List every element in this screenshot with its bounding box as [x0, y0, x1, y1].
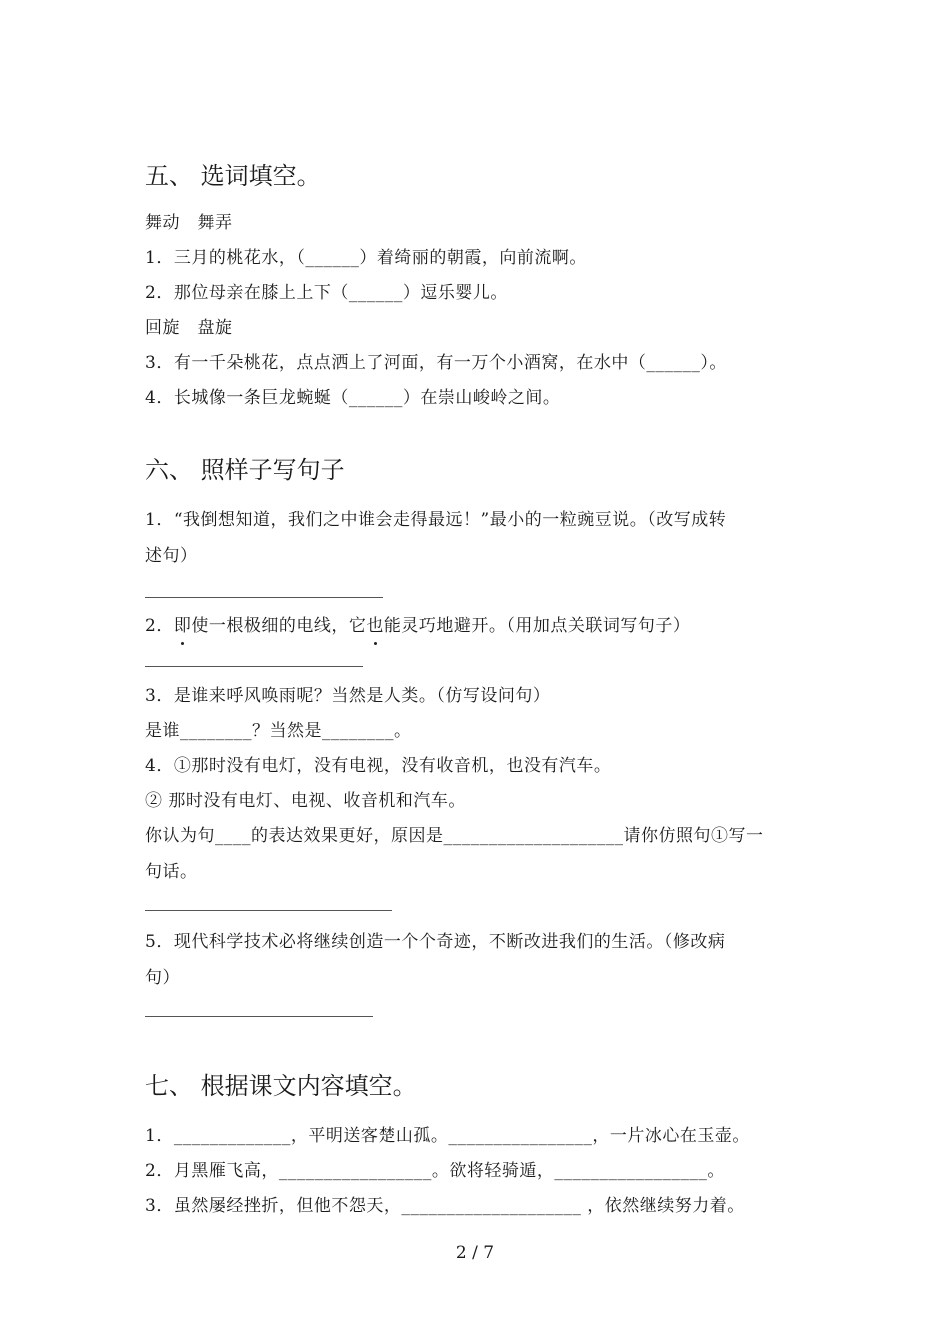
page-number: 2 / 7	[455, 1243, 495, 1263]
question-6-2	[145, 611, 690, 636]
question-6-4-line2: ② 那时没有电灯、电视、收音机和汽车。	[145, 791, 466, 811]
question-6-5-line2: 句）	[145, 968, 180, 988]
emphasis-dot-ye: 也	[366, 611, 384, 636]
q2-mid: 使一根极细的电线，它	[191, 616, 367, 636]
emphasis-dot-ji: 即	[174, 611, 192, 636]
answer-line-6-2[interactable]	[145, 666, 363, 667]
question-7-1: 1．_____________，平明送客楚山孤。________________，一片冰心在玉壶。	[145, 1126, 750, 1146]
question-5-1: 1．三月的桃花水，（______）着绮丽的朝霞，向前流啊。	[145, 248, 587, 268]
question-6-4-line4: 句话。	[145, 862, 198, 882]
answer-line-6-1[interactable]	[145, 597, 383, 598]
question-5-4: 4．长城像一条巨龙蜿蜒（______）在崇山峻岭之间。	[145, 388, 561, 408]
question-5-3: 3．有一千朵桃花，点点洒上了河面，有一万个小酒窝，在水中（______）。	[145, 353, 727, 373]
question-6-4-line3: 你认为句____的表达效果更好，原因是____________________请你仿照句①写一	[145, 826, 764, 846]
section5-title: 五、 选词填空。	[145, 162, 321, 190]
question-7-2: 2．月黑雁飞高，_________________。欲将轻骑遁，_________________。	[145, 1161, 725, 1181]
q2-prefix: 2．	[145, 616, 174, 636]
word-choices-2: 回旋 盘旋	[145, 318, 233, 338]
section7-title: 七、 根据课文内容填空。	[145, 1072, 417, 1100]
question-6-4-line1: 4．①那时没有电灯，没有电视，没有收音机，也没有汽车。	[145, 756, 612, 776]
question-5-2: 2．那位母亲在膝上上下（______）逗乐婴儿。	[145, 283, 508, 303]
question-7-3: 3．虽然屡经挫折，但他不怨天，____________________ ，依然继续努力着。	[145, 1196, 745, 1216]
section6-title: 六、 照样子写句子	[145, 456, 345, 484]
answer-line-6-4[interactable]	[145, 910, 392, 911]
q2-rest: 能灵巧地避开。（用加点关联词写句子）	[383, 616, 691, 636]
question-6-1-line1: 1．“我倒想知道，我们之中谁会走得最远！”最小的一粒豌豆说。（改写成转	[145, 510, 727, 530]
question-6-3-line2: 是谁________？当然是________。	[145, 721, 412, 741]
question-6-5-line1: 5．现代科学技术必将继续创造一个个奇迹，不断改进我们的生活。（修改病	[145, 932, 726, 952]
question-6-3-line1: 3．是谁来呼风唤雨呢？当然是人类。（仿写设问句）	[145, 686, 551, 706]
answer-line-6-5[interactable]	[145, 1016, 373, 1017]
word-choices-1: 舞动 舞弄	[145, 213, 233, 233]
question-6-1-line2: 述句）	[145, 546, 198, 566]
